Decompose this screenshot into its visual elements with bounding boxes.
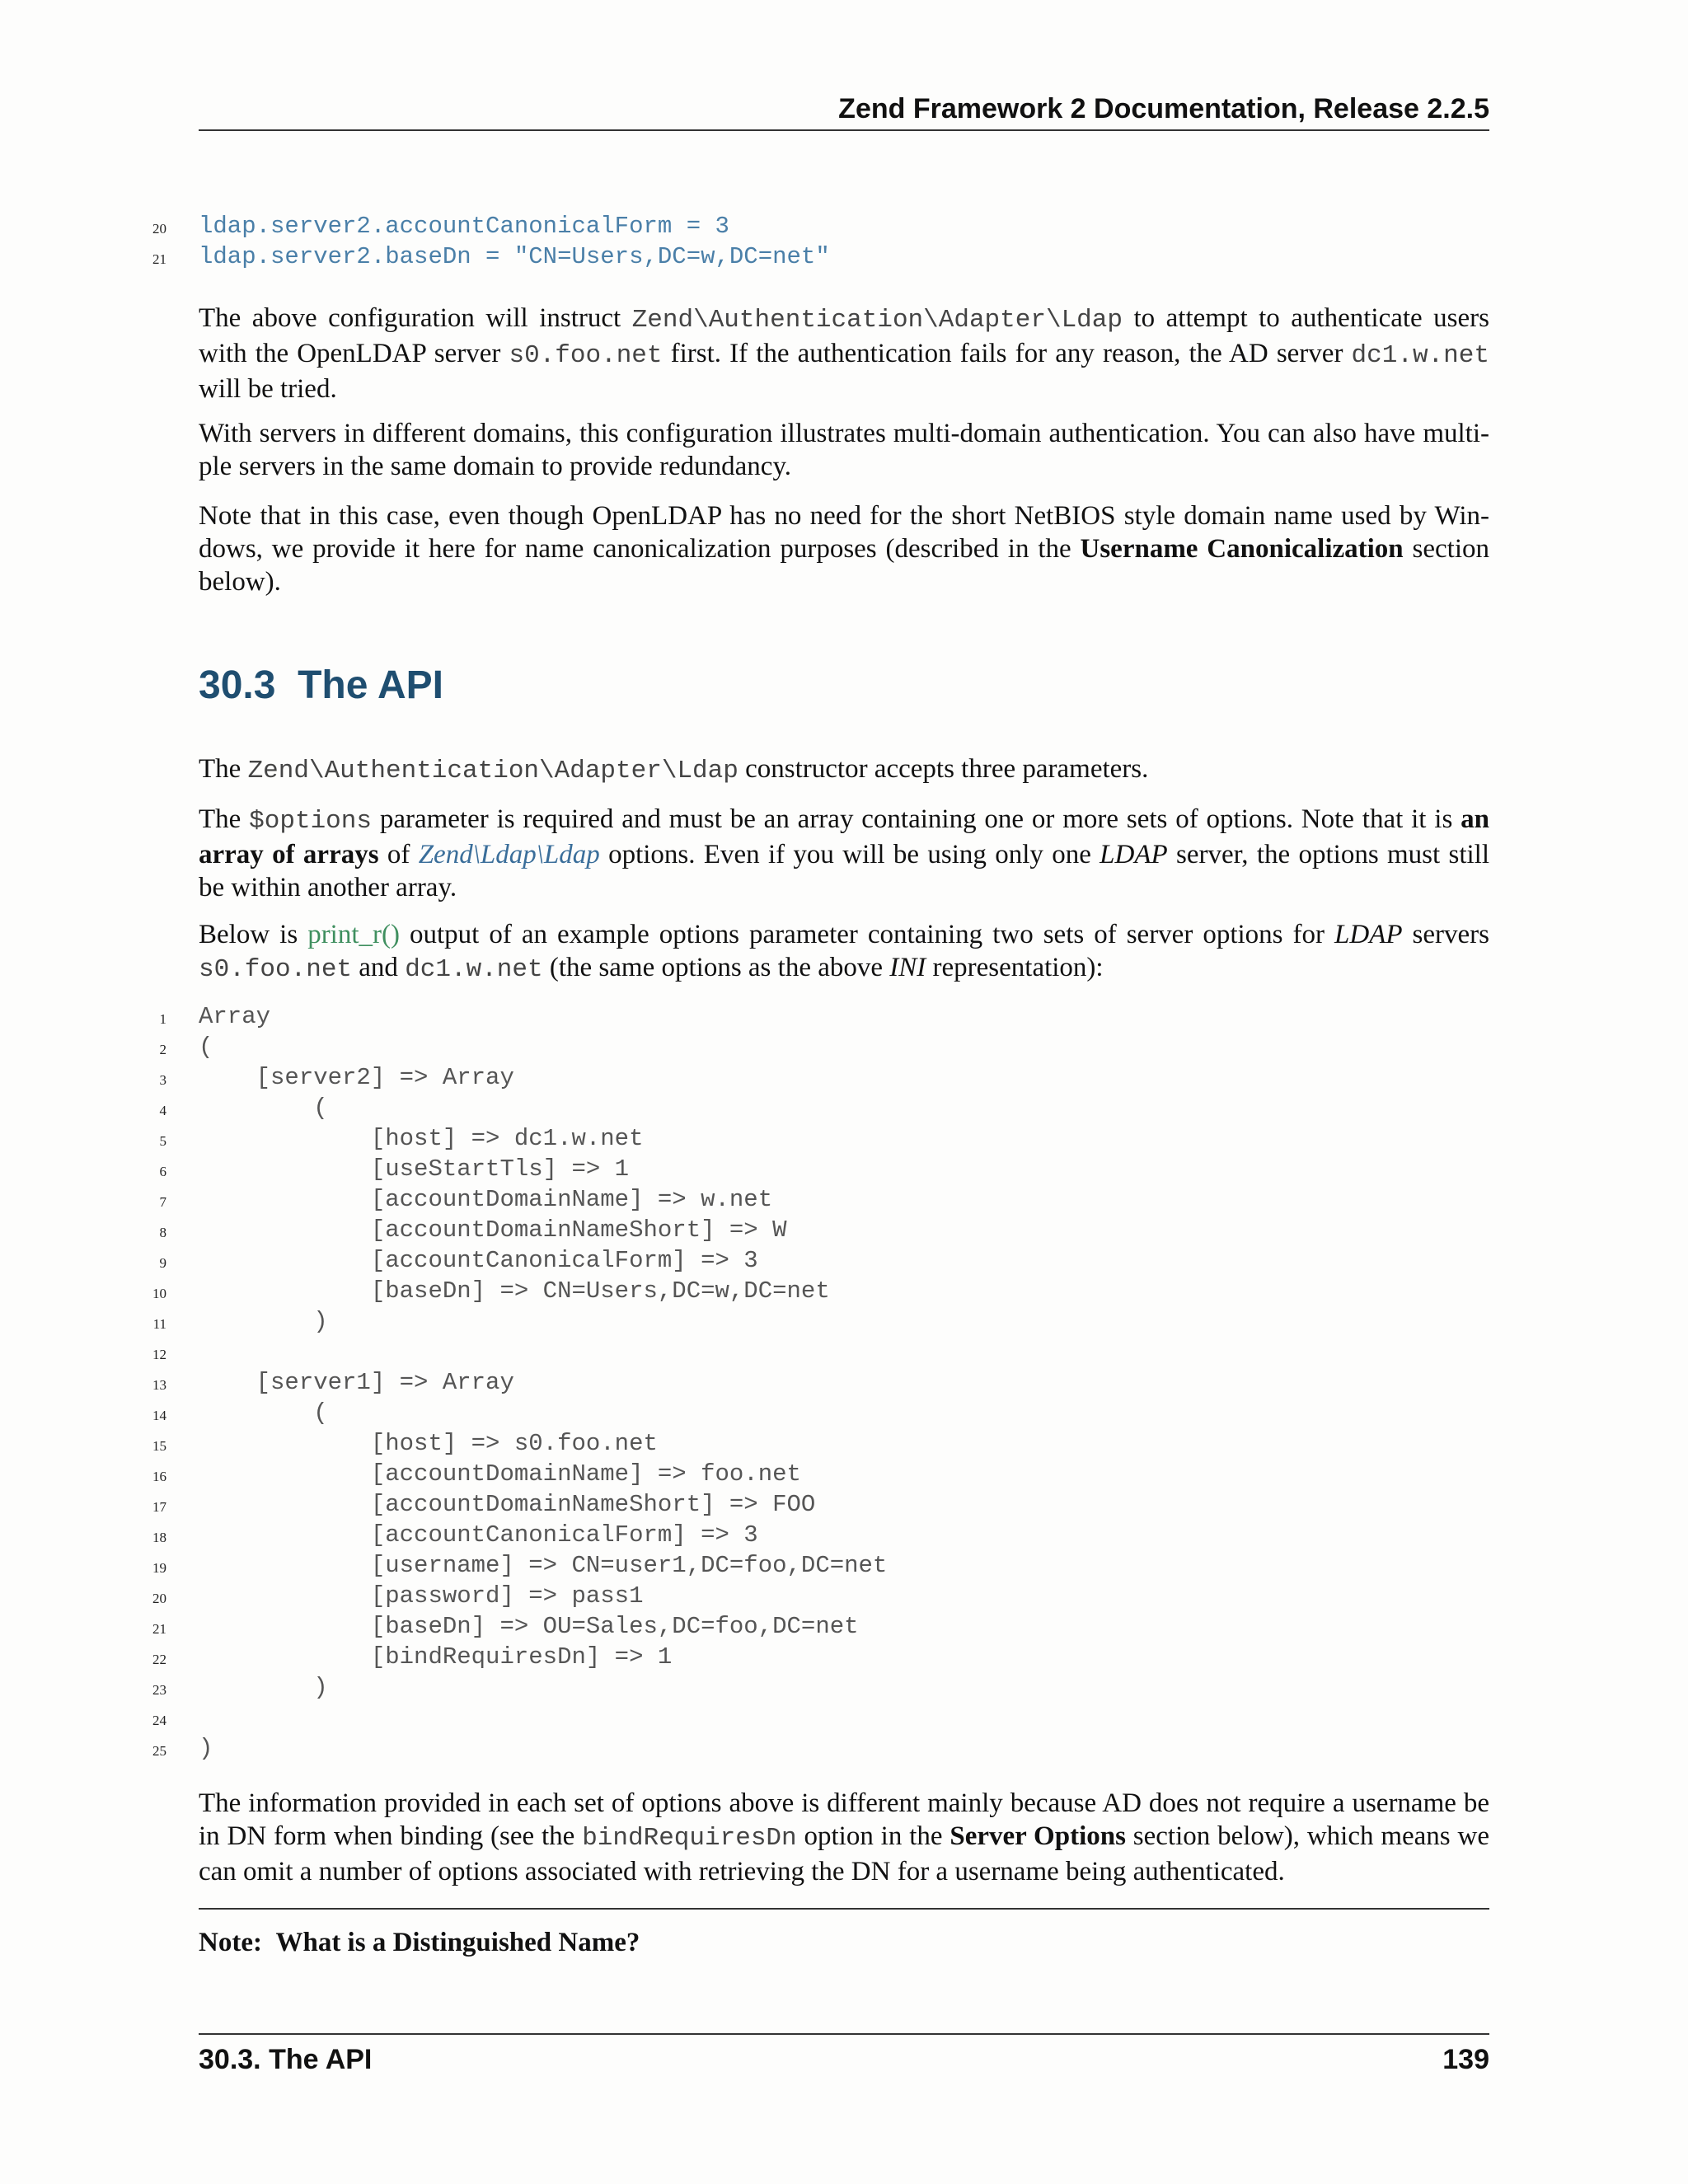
code-line (0, 1398, 1688, 1428)
zend-ldap-link[interactable]: Zend\Ldap\Ldap (418, 840, 600, 869)
line-number: 2 (159, 1042, 166, 1057)
code-line (0, 1611, 1688, 1642)
code-line (0, 1367, 1688, 1398)
line-number: 3 (159, 1072, 166, 1088)
code-text: [accountCanonicalForm] => 3 (199, 1247, 758, 1274)
line-number: 13 (152, 1377, 166, 1393)
code-text: [baseDn] => CN=Users,DC=w,DC=net (199, 1277, 830, 1305)
code-line (0, 1306, 1688, 1337)
code-text: [accountCanonicalForm] => 3 (199, 1521, 758, 1549)
code-text: ldap.server2.accountCanonicalForm = 3 (199, 213, 729, 240)
code-text: [server1] => Array (199, 1369, 514, 1396)
paragraph-config-explanation: The above configuration will instruct Zend\Authentication\Adapter\Ldap to attempt to authenticate users with the OpenLDAP server s0.foo.net first. If the authentication fails for any reason, the AD server dc1.w.net will be tried. (199, 303, 1489, 404)
line-number: 25 (152, 1743, 166, 1759)
running-header: Zend Framework 2 Documentation, Release 2.2.5 (838, 93, 1489, 124)
header-rule (199, 129, 1489, 131)
line-number: 24 (152, 1713, 166, 1728)
line-number: 21 (152, 251, 166, 267)
inline-code: dc1.w.net (405, 955, 543, 984)
ini-code-block (0, 211, 1688, 272)
line-number: 1 (159, 1011, 166, 1027)
code-text: [accountDomainNameShort] => W (199, 1216, 787, 1244)
code-line (0, 1703, 1688, 1733)
running-footer (199, 2040, 1489, 2079)
inline-code: s0.foo.net (509, 341, 663, 370)
code-line (0, 1337, 1688, 1367)
line-number: 9 (159, 1255, 166, 1271)
inline-code: dc1.w.net (1351, 341, 1489, 370)
inline-code: Zend\Authentication\Adapter\Ldap (247, 757, 738, 785)
print-r-code-block (0, 1001, 1688, 1764)
line-number: 18 (152, 1530, 166, 1545)
line-number: 15 (152, 1438, 166, 1454)
code-text: [server2] => Array (199, 1064, 514, 1091)
code-text: ( (199, 1399, 328, 1427)
line-number: 10 (152, 1286, 166, 1301)
line-number: 5 (159, 1133, 166, 1149)
section-heading (199, 659, 443, 712)
line-number: 23 (152, 1682, 166, 1698)
code-line (0, 1215, 1688, 1245)
inline-code: $options (249, 807, 372, 836)
code-line (0, 1520, 1688, 1550)
line-number: 7 (159, 1194, 166, 1210)
paragraph-options-param: The $options parameter is required and must be an array containing one or more sets of options. Note that it is an array of arrays of Zend\Ldap\Ldap options. Even if you will be using only one LDAP server, the options must still be within another array. (199, 804, 1490, 902)
code-line (0, 1154, 1688, 1184)
code-line (0, 1489, 1688, 1520)
footer-rule (199, 2033, 1489, 2035)
section-number: 30.3 (199, 663, 276, 707)
line-number: 8 (159, 1225, 166, 1240)
code-text: ) (199, 1308, 328, 1335)
line-number: 16 (152, 1469, 166, 1484)
code-line (0, 1428, 1688, 1459)
code-text: [host] => s0.foo.net (199, 1430, 658, 1457)
code-text: ) (199, 1735, 213, 1762)
line-number: 11 (152, 1316, 166, 1332)
code-text: Array (199, 1003, 271, 1030)
inline-code: bindRequiresDn (582, 1824, 797, 1853)
note-title: What is a Distinguished Name? (275, 1928, 640, 1957)
paragraph-differences: The information provided in each set of options above is different mainly because AD does not require a username be in DN form when binding (see the bindRequiresDn option in the Server Options section below), which means we can omit a number of options associated with retrieving the DN for a username being authenticated. (199, 1788, 1489, 1886)
print-r-link[interactable]: print_r() (307, 920, 400, 949)
code-line (0, 1123, 1688, 1154)
code-line (0, 1672, 1688, 1703)
code-line (0, 1062, 1688, 1093)
code-line (0, 1276, 1688, 1306)
code-text: [bindRequiresDn] => 1 (199, 1643, 673, 1671)
line-number: 14 (152, 1408, 166, 1423)
note-label: Note: (199, 1928, 262, 1957)
line-number: 4 (159, 1103, 166, 1118)
code-line (0, 1459, 1688, 1489)
code-text: [accountDomainName] => w.net (199, 1186, 773, 1213)
line-number: 20 (152, 1591, 166, 1606)
note-box (199, 1926, 640, 1959)
code-line (0, 1581, 1688, 1611)
code-line (0, 211, 1688, 241)
code-text: [baseDn] => OU=Sales,DC=foo,DC=net (199, 1613, 859, 1640)
section-title: The API (298, 663, 443, 707)
line-number: 20 (152, 221, 166, 237)
inline-code: Zend\Authentication\Adapter\Ldap (631, 306, 1123, 335)
code-text: [accountDomainNameShort] => FOO (199, 1491, 816, 1518)
code-line (0, 1093, 1688, 1123)
code-text: [username] => CN=user1,DC=foo,DC=net (199, 1552, 888, 1579)
paragraph-constructor: The Zend\Authentication\Adapter\Ldap constructor accepts three parameters. (199, 754, 1149, 785)
code-line (0, 1001, 1688, 1032)
code-line (0, 1642, 1688, 1672)
code-line (0, 1733, 1688, 1764)
code-text: ( (199, 1033, 213, 1061)
line-number: 22 (152, 1652, 166, 1667)
code-line (0, 1550, 1688, 1581)
line-number: 12 (152, 1347, 166, 1362)
code-text: ) (199, 1674, 328, 1701)
code-text: ldap.server2.baseDn = "CN=Users,DC=w,DC=net" (199, 243, 830, 270)
line-number: 19 (152, 1560, 166, 1576)
code-text: [password] => pass1 (199, 1582, 644, 1610)
code-text: [host] => dc1.w.net (199, 1125, 644, 1152)
footer-section: 30.3. The API (199, 2044, 373, 2075)
line-number: 6 (159, 1164, 166, 1179)
paragraph-netbios-note: Note that in this case, even though OpenLDAP has no need for the short NetBIOS style domain name used by Win-dows, we provide it here for name canonicalization purposes (described in the Username Canonicalization section below). (199, 501, 1490, 597)
paragraph-print-r: Below is print_r() output of an example options parameter containing two sets of server options for LDAP servers s0.foo.net and dc1.w.net (the same options as the above INI representation): (199, 920, 1489, 984)
line-number: 21 (152, 1621, 166, 1637)
code-line (0, 241, 1688, 272)
code-text: [useStartTls] => 1 (199, 1155, 630, 1183)
code-text: [accountDomainName] => foo.net (199, 1460, 801, 1488)
inline-code: s0.foo.net (199, 955, 353, 984)
line-number: 17 (152, 1499, 166, 1515)
code-line (0, 1184, 1688, 1215)
code-line (0, 1032, 1688, 1062)
page-number: 139 (1442, 2044, 1489, 2075)
paragraph-multi-domain: With servers in different domains, this configuration illustrates multi-domain authentication. You can also have multi-ple servers in the same domain to provide redundancy. (199, 419, 1489, 481)
code-text: ( (199, 1094, 328, 1122)
code-line (0, 1245, 1688, 1276)
note-top-rule (199, 1908, 1489, 1910)
